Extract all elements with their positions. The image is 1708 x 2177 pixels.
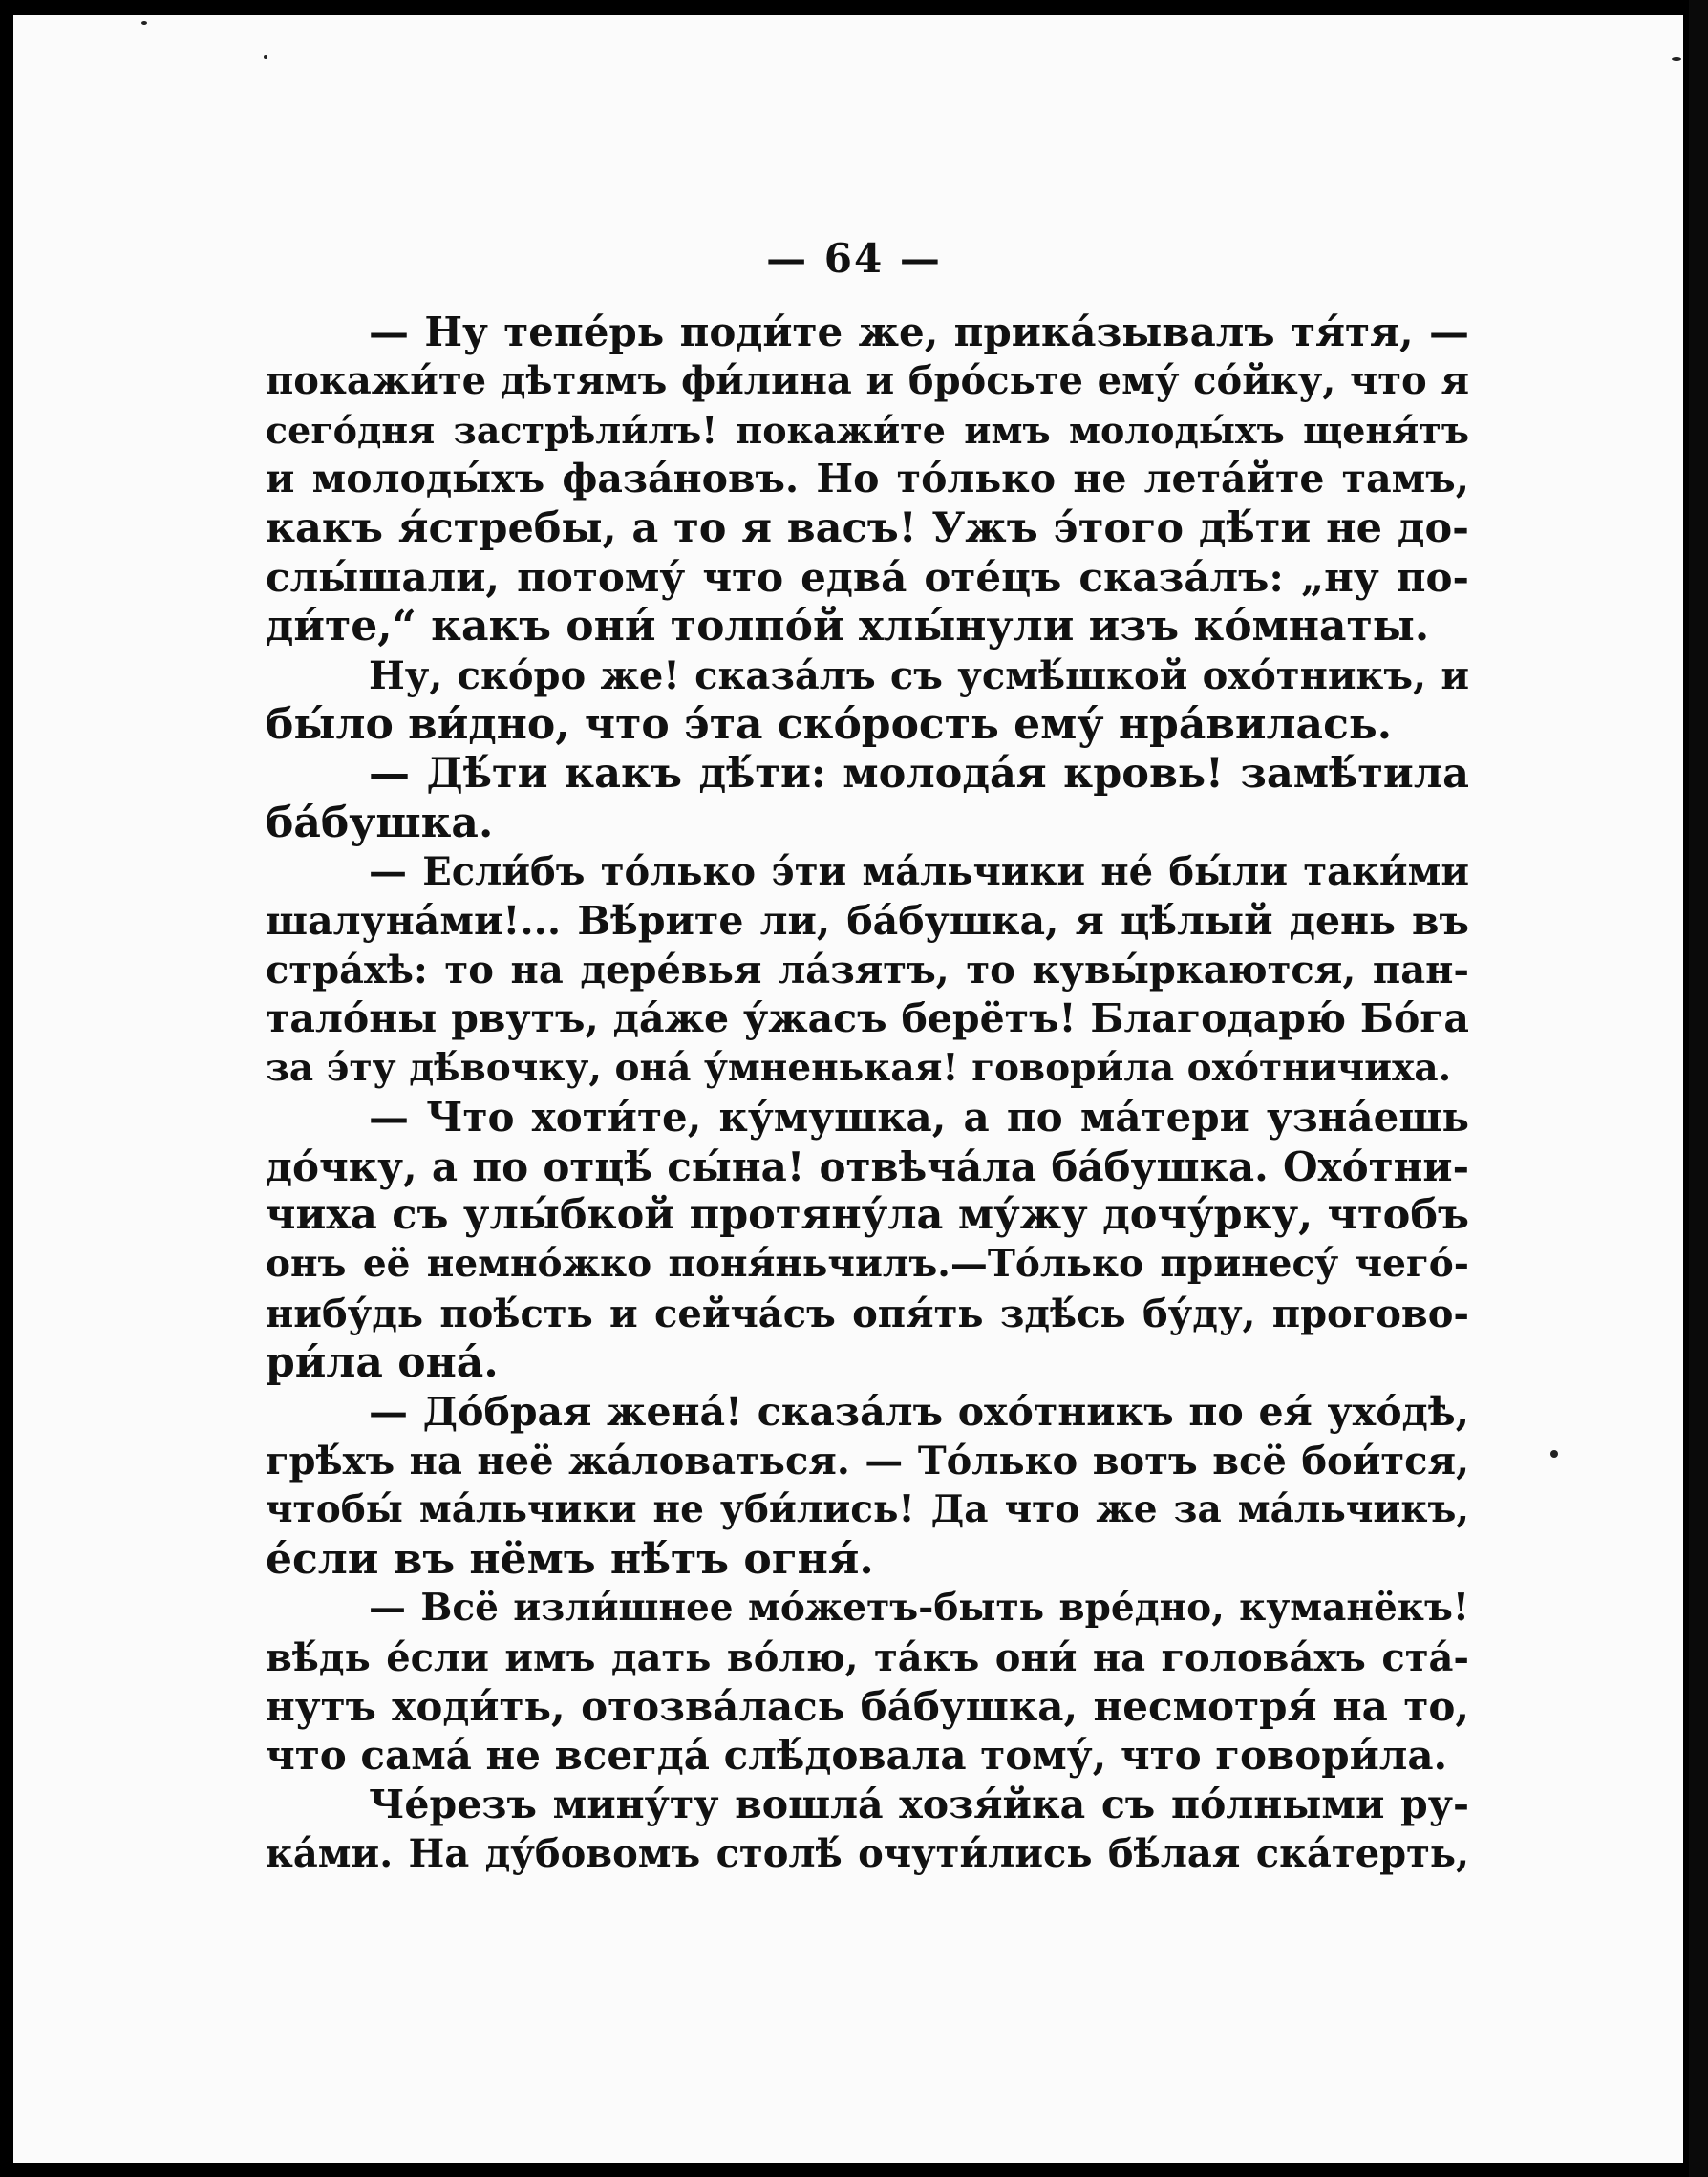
text-line: нутъ ходи́ть, отозва́лась ба́бушка, несмотря́ на то, <box>266 1682 1469 1730</box>
text-line: ба́бушка. <box>266 798 494 847</box>
text-line: покажи́те дѣтямъ фи́лина и бро́сьте ему́ со́йку, что я <box>266 358 1469 404</box>
text-line: сего́дня застрѣли́лъ! покажи́те имъ молоды́хъ щеня́тъ <box>266 408 1469 452</box>
text-line: — Что хоти́те, ку́мушка, а по ма́тери узна́ешь <box>369 1094 1469 1142</box>
page-number: — 64 — <box>766 235 942 282</box>
scan-edge-shadow <box>1689 0 1708 2177</box>
speck <box>1550 1450 1558 1458</box>
text-line: бы́ло ви́дно, что э́та ско́рость ему́ нра́вилась. <box>266 700 1393 750</box>
text-line: вѣ́дь е́сли имъ дать во́лю, та́къ они́ на голова́хъ ста́- <box>266 1634 1469 1680</box>
text-line: ди́те,“ какъ они́ толпо́й хлы́нули изъ ко́мнаты. <box>266 602 1430 651</box>
text-line: — Дѣ́ти какъ дѣ́ти: молода́я кровь! замѣ́тила <box>369 749 1469 798</box>
text-line: е́сли въ нёмъ нѣ́тъ огня́. <box>266 1534 874 1584</box>
speck <box>264 55 267 59</box>
speck <box>1672 57 1681 61</box>
speck <box>141 21 147 25</box>
text-line: онъ её немно́жко поня́ньчилъ.—То́лько принесу́ чего́- <box>266 1242 1469 1287</box>
text-line: слы́шали, потому́ что едва́ оте́цъ сказа́лъ: „ну по- <box>266 553 1469 601</box>
text-line: ри́ла она́. <box>266 1338 499 1388</box>
text-line: Че́резъ мину́ту вошла́ хозя́йка съ по́лными ру- <box>369 1781 1469 1827</box>
text-line: чтобы́ ма́льчики не уби́лись! Да что же за ма́льчикъ, <box>266 1487 1469 1532</box>
text-line: Ну, ско́ро же! сказа́лъ съ усмѣ́шкой охо́тникъ, и <box>369 652 1469 698</box>
text-line: — Ну тепе́рь поди́те же, прика́зывалъ тя́тя, — <box>369 309 1469 355</box>
text-line: шалуна́ми!... Вѣ́рите ли, ба́бушка, я цѣ́лый день въ <box>266 897 1469 944</box>
text-line: что сама́ не всегда́ слѣ́довала тому́, что говори́ла. <box>266 1732 1448 1780</box>
text-line: тало́ны рвутъ, да́же у́жасъ берётъ! Благодарю́ Бо́га <box>266 995 1469 1042</box>
text-line: чиха съ улы́бкой протяну́ла му́жу дочу́рку, чтобъ <box>266 1191 1469 1240</box>
text-line: до́чку, а по отцѣ́ сы́на! отвѣча́ла ба́бушка. Охо́тни- <box>266 1142 1469 1190</box>
body-text <box>266 308 1469 1879</box>
text-line: грѣ́хъ на неё жа́ловаться. — То́лько вотъ всё бои́тся, <box>266 1438 1469 1483</box>
text-line: за э́ту дѣ́вочку, она́ у́мненькая! говори́ла охо́тничиха. <box>266 1045 1452 1090</box>
text-line: — Если́бъ то́лько э́ти ма́льчики не́ бы́ли таки́ми <box>369 849 1469 895</box>
text-line: ка́ми. На ду́бовомъ столѣ́ очути́лись бѣ́лая ска́терть, <box>266 1831 1469 1877</box>
text-line: и молоды́хъ фаза́новъ. Но то́лько не лета́йте тамъ, <box>266 456 1469 502</box>
text-line: нибу́дь поѣ́сть и сейча́съ опя́ть здѣ́сь бу́ду, прогово- <box>266 1291 1469 1336</box>
text-line: стра́хѣ: то на дере́вья ла́зятъ, то кувы́ркаются, пан- <box>266 948 1469 993</box>
text-line: — Всё изли́шнее мо́жетъ-быть вре́дно, куманёкъ! <box>369 1586 1469 1631</box>
text-line: — До́брая жена́! сказа́лъ охо́тникъ по ея́ ухо́дѣ, <box>369 1388 1469 1435</box>
text-line: какъ я́стребы, а то я васъ! Ужъ э́того дѣ́ти не до- <box>266 503 1469 552</box>
